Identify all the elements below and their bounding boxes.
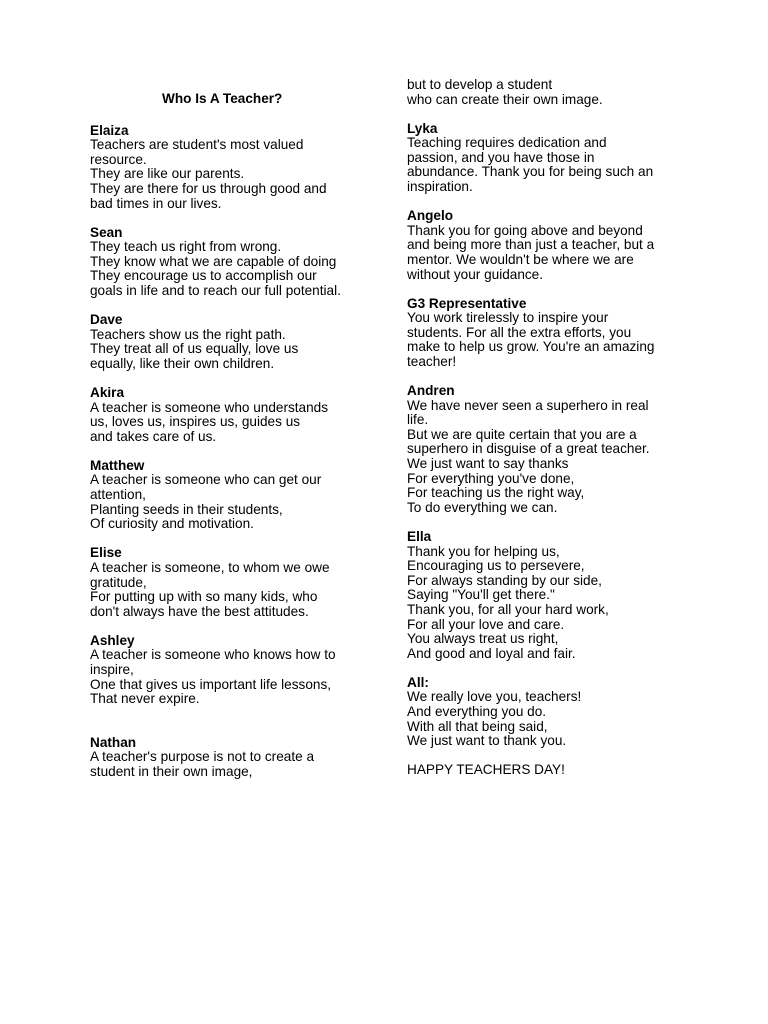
entry-author-name: Dave	[90, 312, 123, 328]
entry-text-line: goals in life and to reach our full potential.	[90, 283, 341, 299]
entry-text-line: To do everything we can.	[407, 499, 558, 515]
entry-text-line: They are there for us through good and	[90, 180, 327, 196]
entry-text-line: That never expire.	[90, 691, 200, 707]
entry-text-line: and takes care of us.	[90, 428, 217, 444]
entry-text-line: inspire,	[90, 662, 134, 677]
entry-text-line: One that gives us important life lessons,	[90, 676, 332, 692]
entry-text-line: Of curiosity and motivation.	[90, 516, 254, 532]
entry-text-line: With all that being said,	[407, 718, 548, 734]
entry-text-line: superhero in disguise of a great teacher.	[407, 441, 650, 457]
entry-text-line: Thank you for going above and beyond	[407, 222, 643, 238]
closing-message: HAPPY TEACHERS DAY!	[407, 762, 565, 778]
right-column	[407, 78, 697, 778]
entry-text-line: They are like our parents.	[90, 166, 245, 182]
entry-text-line: passion, and you have those in	[407, 149, 595, 165]
entry-lyka	[407, 122, 697, 195]
entry-text-line: You work tirelessly to inspire your	[407, 310, 609, 326]
entry-author-name: Nathan	[90, 734, 137, 750]
entry-author-name: All:	[407, 674, 429, 690]
entry-text-line: students. For all the extra efforts, you	[407, 324, 632, 340]
entry-dave	[90, 313, 380, 371]
entry-text-line: inspiration.	[407, 179, 473, 195]
entry-angelo	[407, 209, 697, 282]
entry-author-name: Sean	[90, 224, 123, 240]
entry-elaiza	[90, 124, 380, 212]
entry-nathan	[90, 736, 380, 780]
entry-text-line: We really love you, teachers!	[407, 689, 582, 705]
entry-g3-representative	[407, 297, 697, 370]
entry-text-line: A teacher is someone who can get our	[90, 472, 322, 488]
entry-author-name: Ashley	[90, 632, 135, 648]
entry-text-line: They encourage us to accomplish our	[90, 268, 317, 284]
entry-text-line: A teacher is someone who understands	[90, 399, 329, 415]
entry-text-line: mentor. We wouldn't be where we are	[407, 251, 634, 267]
entry-ella	[407, 530, 697, 661]
entry-text-line: Teachers are student's most valued	[90, 137, 304, 153]
entry-text-line: They treat all of us equally, love us	[90, 341, 299, 357]
entry-all	[407, 676, 697, 749]
entry-text-line: and being more than just a teacher, but a	[407, 237, 655, 253]
entry-text-line: A teacher is someone who knows how to	[90, 647, 336, 663]
entry-author-name: G3 Representative	[407, 295, 527, 311]
entry-text-line: teacher!	[407, 354, 457, 369]
entry-author-name: Akira	[90, 385, 125, 400]
entry-text-line: We just want to say thanks	[407, 456, 569, 472]
left-column	[90, 78, 380, 794]
entry-text-line: student in their own image,	[90, 763, 253, 779]
entry-text-line: A teacher's purpose is not to create a	[90, 749, 315, 765]
entry-text-line: A teacher is someone, to whom we owe	[90, 559, 330, 575]
entry-text-line: Planting seeds in their students,	[90, 501, 283, 517]
entry-text-line: For always standing by our side,	[407, 572, 602, 588]
entry-text-line: equally, like their own children.	[90, 355, 275, 371]
nathan-continuation	[407, 78, 697, 107]
entry-andren	[407, 384, 697, 515]
entry-text-line: But we are quite certain that you are a	[407, 426, 637, 442]
entry-text-line: life.	[407, 412, 429, 428]
entry-text-line: For everything you've done,	[407, 470, 575, 486]
entry-text-line: attention,	[90, 487, 146, 503]
entry-author-name: Angelo	[407, 208, 454, 224]
entry-text-line: For all your love and care.	[407, 616, 565, 632]
entry-text-line: abundance. Thank you for being such an	[407, 164, 654, 180]
continuation-line: who can create their own image.	[407, 91, 603, 107]
entry-text-line: resource.	[90, 151, 147, 167]
entry-author-name: Lyka	[407, 120, 438, 136]
entry-text-line: Teachers show us the right path.	[90, 326, 286, 342]
entry-text-line: Thank you for helping us,	[407, 543, 560, 559]
entry-text-line: For putting up with so many kids, who	[90, 589, 318, 605]
entry-text-line: Saying "You'll get there."	[407, 587, 555, 603]
entry-text-line: You always treat us right,	[407, 631, 559, 647]
entry-text-line: Teaching requires dedication and	[407, 135, 607, 151]
entry-author-name: Matthew	[90, 457, 145, 473]
entry-text-line: They teach us right from wrong.	[90, 239, 282, 255]
entry-sean	[90, 226, 380, 299]
right-entries	[407, 122, 697, 749]
page-title: Who Is A Teacher?	[162, 91, 283, 106]
entry-ashley	[90, 634, 380, 707]
entry-text-line: Encouraging us to persevere,	[407, 558, 585, 574]
entry-text-line: make to help us grow. You're an amazing	[407, 339, 655, 355]
entry-text-line: They know what we are capable of doing	[90, 253, 337, 269]
entry-text-line: And everything you do.	[407, 703, 547, 719]
entry-elise	[90, 546, 380, 619]
entry-author-name: Elaiza	[90, 122, 129, 138]
entry-text-line: We have never seen a superhero in real	[407, 397, 649, 413]
entry-author-name: Ella	[407, 528, 432, 544]
entry-text-line: without your guidance.	[407, 266, 544, 282]
entry-matthew	[90, 459, 380, 532]
entry-text-line: us, loves us, inspires us, guides us	[90, 414, 301, 430]
continuation-line: but to develop a student	[407, 77, 553, 92]
entry-text-line: gratitude,	[90, 574, 147, 590]
entry-author-name: Elise	[90, 545, 122, 561]
entry-text-line: For teaching us the right way,	[407, 485, 585, 501]
entry-text-line: don't always have the best attitudes.	[90, 603, 309, 619]
entry-akira	[90, 386, 380, 444]
entry-text-line: And good and loyal and fair.	[407, 645, 576, 661]
entry-author-name: Andren	[407, 383, 455, 399]
entry-text-line: bad times in our lives.	[90, 195, 222, 211]
entry-text-line: Thank you, for all your hard work,	[407, 601, 609, 617]
left-entries	[90, 124, 380, 780]
entry-text-line: We just want to thank you.	[407, 733, 567, 749]
